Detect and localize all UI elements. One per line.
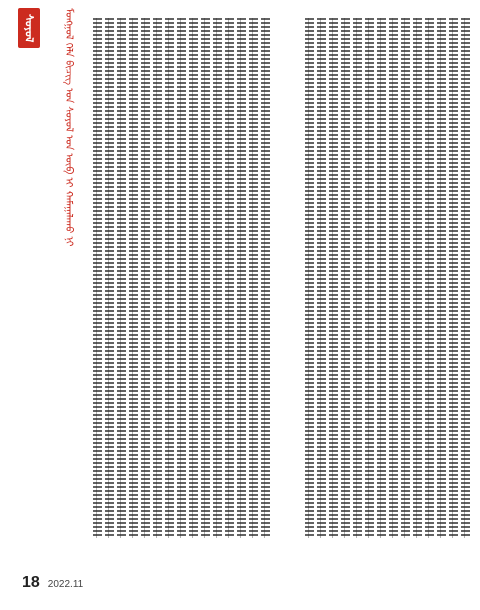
text-column (225, 18, 234, 538)
text-column (213, 18, 222, 538)
issue-date: 2022.11 (47, 579, 84, 590)
text-column (341, 18, 350, 538)
text-column (117, 18, 126, 538)
section-badge (18, 8, 40, 48)
text-column (353, 18, 362, 538)
text-column (153, 18, 162, 538)
text-column (305, 18, 314, 538)
text-column (237, 18, 246, 538)
text-column (261, 18, 270, 538)
text-column (413, 18, 422, 538)
page-number: 18 (22, 574, 40, 591)
text-column (425, 18, 434, 538)
text-column (329, 18, 338, 538)
text-column (165, 18, 174, 538)
section-badge-text: ᠰᠣᠶᠣᠯ (22, 13, 36, 43)
text-column (105, 18, 114, 538)
text-column (401, 18, 410, 538)
text-column (389, 18, 398, 538)
text-columns-left (70, 18, 270, 538)
text-column (177, 18, 186, 538)
text-column (249, 18, 258, 538)
text-column (141, 18, 150, 538)
page-footer (22, 574, 83, 592)
text-columns-right (280, 18, 470, 538)
text-column (461, 18, 470, 538)
text-column (377, 18, 386, 538)
text-column (201, 18, 210, 538)
text-column (317, 18, 326, 538)
page-header (18, 8, 76, 528)
text-column (437, 18, 446, 538)
text-column (365, 18, 374, 538)
text-column (449, 18, 458, 538)
text-column (129, 18, 138, 538)
text-column (93, 18, 102, 538)
section-title: ᠮᠣᠩᠭᠣᠯ ᠬᠡᠯᠡ ᠪᠢᠴᠢᠭ ᠤᠨ ᠰᠣᠶᠣᠯ ᠤᠨ ᠦᠪ ᠢ ᠬᠠᠮᠠᠭᠠᠯᠠᠬᠤ ᠨᠢ (63, 8, 74, 247)
text-column (189, 18, 198, 538)
